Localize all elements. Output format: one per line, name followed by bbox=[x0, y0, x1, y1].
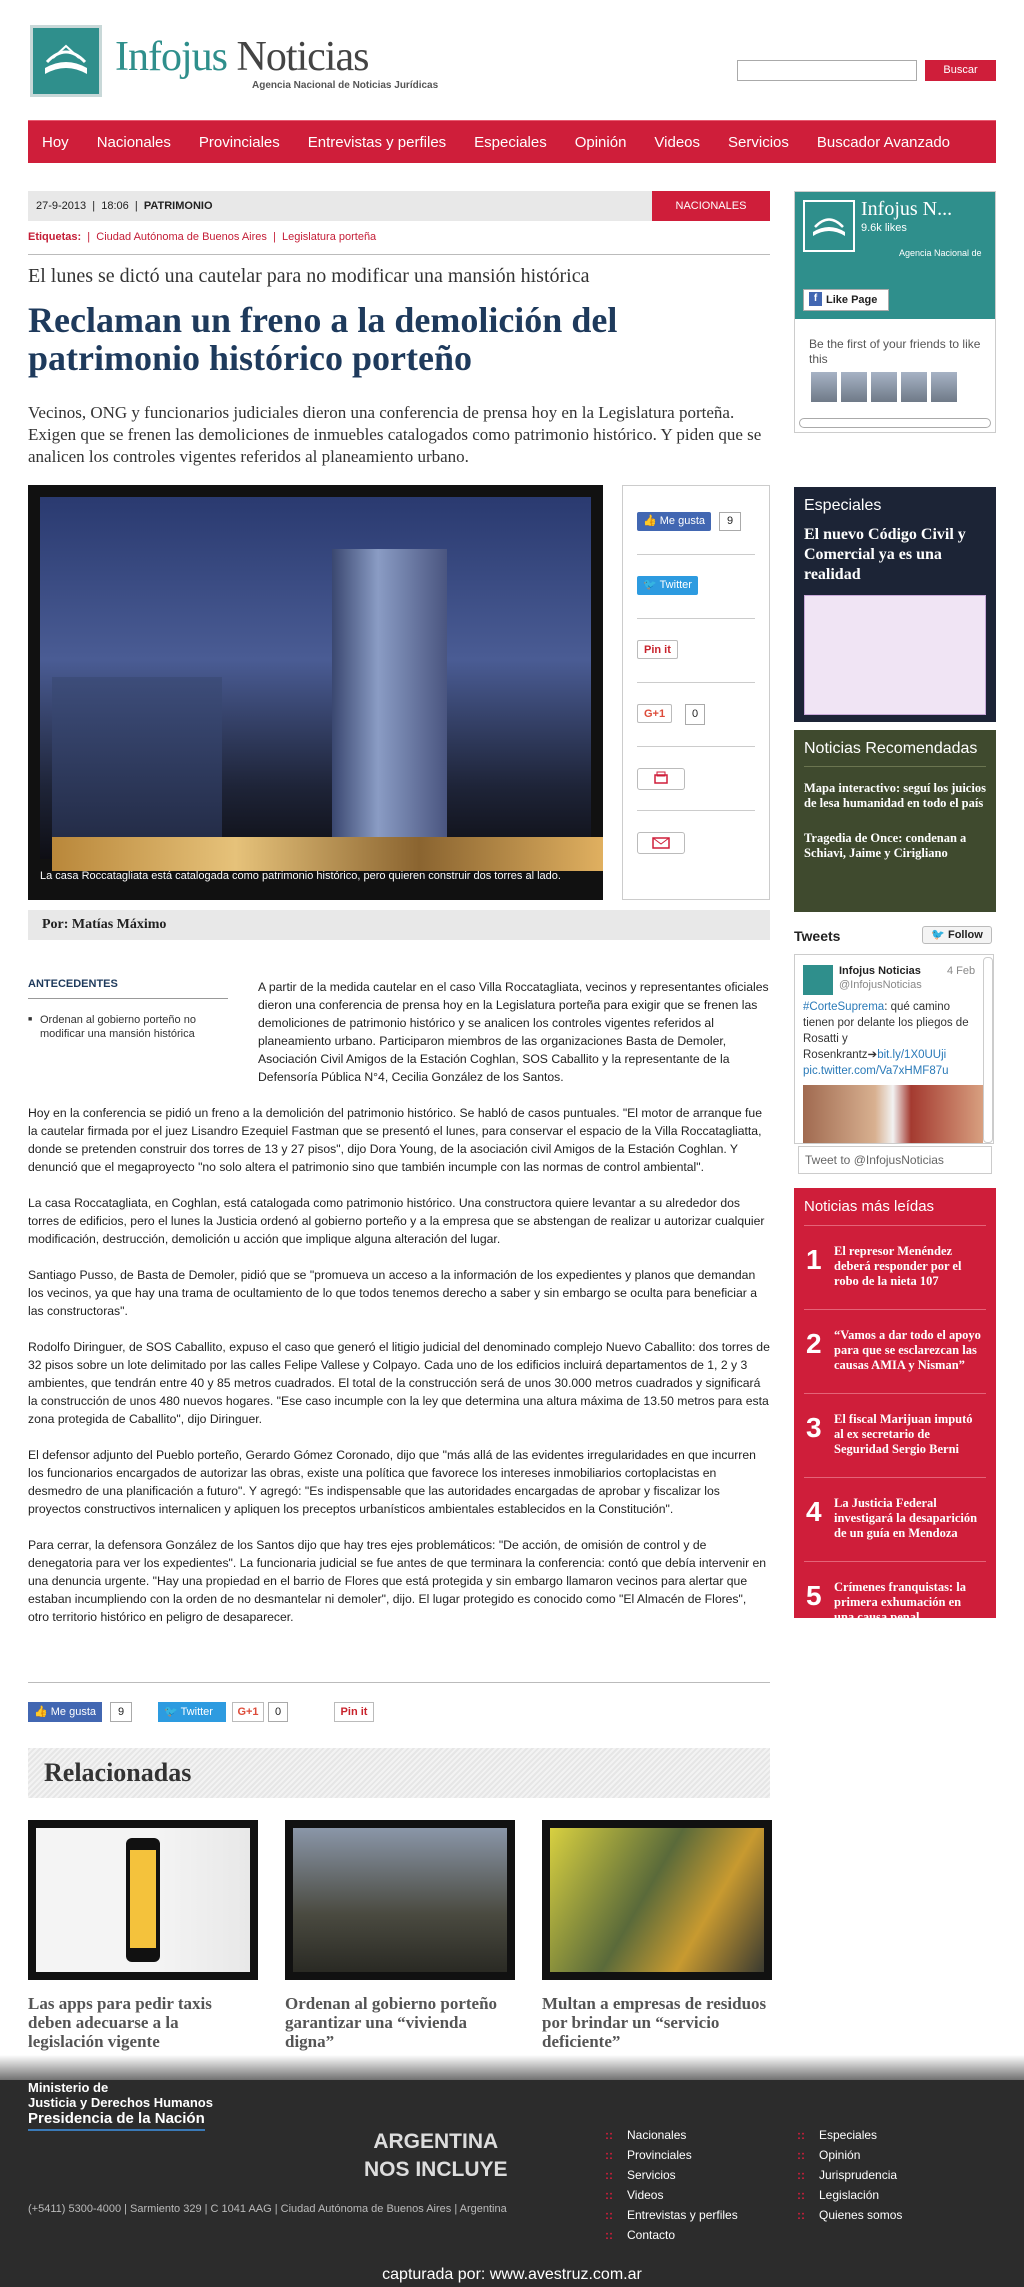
nav-item-entrevistas[interactable]: Entrevistas y perfiles bbox=[307, 133, 447, 151]
ministry-logo[interactable]: Ministerio de Justicia y Derechos Humanos bbox=[28, 2080, 213, 2110]
print-button[interactable] bbox=[637, 768, 685, 790]
related-card[interactable] bbox=[28, 1820, 258, 2051]
print-icon bbox=[638, 769, 684, 789]
photo-image bbox=[40, 497, 591, 859]
facebook-cover bbox=[795, 192, 995, 319]
gplus-button[interactable]: G+1 bbox=[232, 1702, 264, 1722]
friend-avatar[interactable] bbox=[841, 372, 867, 402]
category-button[interactable]: NACIONALES bbox=[652, 191, 770, 221]
capture-credit: capturada por: www.avestruz.com.ar bbox=[382, 2266, 642, 2283]
tweet-timeline[interactable] bbox=[794, 954, 994, 1144]
antecedentes-title: ANTECEDENTES bbox=[28, 978, 228, 999]
logo-book-icon bbox=[30, 25, 102, 97]
nav-item-buscador[interactable]: Buscador Avanzado bbox=[816, 133, 951, 151]
related-headline[interactable]: Ordenan al gobierno porteño garantizar una “vivienda digna” bbox=[285, 1994, 498, 2051]
tweet-date[interactable]: 4 Feb bbox=[947, 965, 976, 977]
tweets-title: Tweets bbox=[794, 928, 841, 944]
facebook-page-name[interactable]: Infojus N... bbox=[861, 198, 953, 220]
gplus-count: 0 bbox=[685, 704, 705, 725]
twitter-bird-icon: 🐦 bbox=[931, 929, 945, 941]
nav-item-provinciales[interactable]: Provinciales bbox=[198, 133, 280, 151]
photo-building-low bbox=[52, 677, 222, 849]
footer-link[interactable]: :: Contacto bbox=[605, 2228, 738, 2248]
facebook-like-button[interactable]: 👍 Me gusta bbox=[28, 1702, 102, 1722]
antecedentes-box bbox=[28, 978, 228, 1041]
tweet-image[interactable] bbox=[803, 1085, 983, 1144]
nav-item-hoy[interactable]: Hoy bbox=[42, 133, 69, 151]
mas-leida-item[interactable]: 4 La Justicia Federal investigará la desaparición de un guía en Mendoza bbox=[804, 1478, 986, 1562]
presidency-logo[interactable]: Presidencia de la Nación bbox=[28, 2110, 205, 2131]
article-title: Reclaman un freno a la demolición del patrimonio histórico porteño bbox=[28, 300, 618, 378]
article-paragraph: El defensor adjunto del Pueblo porteño, Gerardo Gómez Coronado, dijo que "más allá de las evidentes irregularidades en que incurren los funcionarios encargados de autorizar las obras, existe una política que favorece los intereses inmobiliarios cortoplacistas en desmedro de una planificación a futuro". Y agregó: "Es indispensable que las autoridades encargadas de aprobar y fiscalizar los proyectos constructivos internalicen y apliquen los preceptos urbanísticos ambientales establecidos en la Constitución". bbox=[28, 1448, 756, 1516]
search-input[interactable] bbox=[737, 60, 917, 81]
twitter-follow-button[interactable]: 🐦 Follow bbox=[922, 926, 992, 944]
twitter-share-button[interactable]: 🐦 Twitter bbox=[637, 576, 698, 595]
mail-icon bbox=[638, 833, 684, 853]
nav-item-especiales[interactable]: Especiales bbox=[474, 133, 547, 151]
tweet-text: #CorteSuprema: qué camino tienen por delante los pliegos de Rosatti y Rosenkrantz➔bit.ly/1X0UUji pic.twitter.com/Va7xHMF87u bbox=[803, 1001, 969, 1077]
like-count: 9 bbox=[719, 512, 741, 531]
footer-link[interactable]: :: Videos bbox=[605, 2188, 738, 2208]
main-nav bbox=[28, 120, 996, 163]
nav-item-opinion[interactable]: Opinión bbox=[574, 133, 627, 151]
article-paragraph: Para cerrar, la defensora González de los Santos dijo que hay tres ejes problemáticos: "De acción, de omisión de control y de denegatoria para ver los expedientes". La funcionaria judicial se fue antes de que terminara la conferencia: contó que debía intervenir en una denuncia urgente. "Hay una propiedad en el barrio de Flores que está protegida y sin embargo llamaron vecinos para alertar que estaban incumpliendo con la orden de no desmantelar ni demoler", dijo. El lugar protegido es conocido como "El Almacén de Flores", otro territorio histórico en peligro de desaparecer. bbox=[28, 1538, 767, 1624]
facebook-icon: f bbox=[809, 292, 822, 306]
tweet-to-input[interactable]: Tweet to @InfojusNoticias bbox=[798, 1146, 992, 1174]
recomendadas-box bbox=[794, 730, 996, 912]
antecedentes-link[interactable]: ■ Ordenan al gobierno porteño no modificar una mansión histórica bbox=[28, 1013, 228, 1041]
article-time: 18:06 bbox=[101, 200, 129, 212]
article-paragraph: Rodolfo Diringuer, de SOS Caballito, expuso el caso que generó el litigio judicial del denominado complejo Nuevo Caballito: dos torres de 32 pisos sobre un lote delimitado por las calles Felipe Vallese y Colpayo. Cada uno de los edificios incluirá departamentos de 1, 2 y 3 ambientes, que tendrán entre 40 y 85 metros cuadrados. El total de la construcción será de unos 30.000 metros cuadrados y significará la construcción de unos 480 nuevos hogares. "Ese caso incumple con la ley que determina una altura máxima de 13.50 metros para esta zona protegida de Caballito", dijo Diringuer. bbox=[28, 1340, 770, 1426]
especiales-box bbox=[794, 487, 996, 722]
article-meta: 27-9-2013 | 18:06 | PATRIMONIO bbox=[28, 191, 770, 221]
friend-avatar[interactable] bbox=[931, 372, 957, 402]
recomendada-link[interactable]: Tragedia de Once: condenan a Schiavi, Jaime y Cirigliano bbox=[804, 831, 967, 860]
footer-link[interactable]: :: Entrevistas y perfiles bbox=[605, 2208, 738, 2228]
mas-leidas-box bbox=[794, 1188, 996, 1624]
mas-leida-item[interactable]: 5 Crímenes franquistas: la primera exhumación en una causa penal bbox=[806, 1580, 966, 1624]
argentina-slogan: ARGENTINA NOS INCLUYE bbox=[364, 2130, 508, 2181]
recomendadas-title: Noticias Recomendadas bbox=[804, 740, 986, 767]
tweet-handle[interactable]: @InfojusNoticias bbox=[839, 979, 922, 991]
logo-wordmark: Infojus Noticias bbox=[115, 34, 369, 80]
tweet-scrollbar[interactable] bbox=[983, 957, 993, 1143]
facebook-page-avatar bbox=[803, 200, 855, 252]
divider bbox=[637, 682, 755, 683]
footer-link[interactable]: :: Opinión bbox=[797, 2148, 902, 2168]
footer-link[interactable]: :: Jurisprudencia bbox=[797, 2168, 902, 2188]
especiales-title: Especiales bbox=[804, 497, 882, 514]
tweet-author[interactable]: Infojus Noticias bbox=[839, 965, 921, 977]
gplus-button[interactable]: G+1 bbox=[637, 704, 672, 723]
related-header bbox=[28, 1748, 770, 1798]
photo-caption: La casa Roccatagliata está catalogada como patrimonio histórico, pero quieren construir dos torres al lado. bbox=[40, 870, 561, 882]
related-card[interactable] bbox=[542, 1820, 772, 2051]
nav-item-servicios[interactable]: Servicios bbox=[728, 133, 789, 151]
facebook-likes: 9.6k likes bbox=[861, 222, 907, 234]
article-date: 27-9-2013 bbox=[36, 200, 87, 212]
divider bbox=[637, 618, 755, 619]
friend-avatar[interactable] bbox=[811, 372, 837, 402]
footer-link[interactable]: :: Quienes somos bbox=[797, 2208, 902, 2228]
divider bbox=[28, 1682, 770, 1683]
related-headline[interactable]: Multan a empresas de residuos por brindar un “servicio deficiente” bbox=[542, 1994, 767, 2051]
related-headline[interactable]: Las apps para pedir taxis deben adecuarse a la legislación vigente bbox=[28, 1994, 212, 2051]
divider bbox=[637, 746, 755, 747]
article-paragraph: Santiago Pusso, de Basta de Demoler, pidió que se "promueva un acceso a la información de los expedientes y planos que demandan los vecinos, ya que hay una trama de ocultamiento de lo que todos tenemos derecho a saber y sin embargo se oculta para beneficiar a las constructoras". bbox=[28, 1268, 757, 1318]
facebook-like-button[interactable]: 👍 Me gusta bbox=[637, 512, 711, 531]
footer-link[interactable]: :: Especiales bbox=[797, 2128, 902, 2148]
article-author: Por: Matías Máximo bbox=[28, 910, 770, 940]
facebook-friends-text: Be the first of your friends to like this bbox=[809, 337, 981, 366]
article-paragraph: A partir de la medida cautelar en el caso Villa Roccatagliata, vecinos y representantes oficiales dieron una conferencia de prensa hoy en la Legislatura porteña para exigir que se frenen las demoliciones de patrimonio histórico y se analicen los controles vigentes referidos al planeamiento urbano. Participaron miembros de las organizaciones Basta de Demoler, Asociación Civil Amigos de la Estación Coghlan, SOS Caballito y la representante de la Defensoría Pública N°4, Cecilia González de los Santos. bbox=[258, 980, 769, 1084]
facebook-tagline: Agencia Nacional de bbox=[899, 248, 982, 258]
article-kicker: El lunes se dictó una cautelar para no modificar una mansión histórica bbox=[28, 265, 590, 287]
divider bbox=[28, 254, 770, 255]
article-body bbox=[28, 978, 770, 1644]
footer-link[interactable]: :: Legislación bbox=[797, 2188, 902, 2208]
friend-avatar[interactable] bbox=[901, 372, 927, 402]
pinterest-button[interactable]: Pin it bbox=[637, 640, 678, 659]
like-count: 9 bbox=[110, 1702, 132, 1722]
footer bbox=[0, 2080, 1024, 2287]
article-paragraph: La casa Roccatagliata, en Coghlan, está catalogada como patrimonio histórico. Una constructora quiere levantar a su alrededor dos torres de edificios, pero el lunes la Justicia ordenó al gobierno porteño y a la empresa que se abstengan de realizar u autorizar cualquier modificación, destrucción, demolición u acción que implique alguna alteración del lugar. bbox=[28, 1196, 765, 1246]
article-section: PATRIMONIO bbox=[143, 200, 213, 212]
search-button[interactable]: Buscar bbox=[925, 60, 996, 81]
related-thumbnail bbox=[285, 1820, 515, 1980]
recomendada-link[interactable]: Mapa interactivo: seguí los juicios de lesa humanidad en todo el país bbox=[804, 781, 986, 810]
mas-leida-item[interactable]: 3 El fiscal Marijuan imputó al ex secretario de Seguridad Sergio Berni bbox=[804, 1394, 986, 1478]
footer-links-b bbox=[797, 2128, 902, 2228]
nav-item-videos[interactable]: Videos bbox=[654, 133, 701, 151]
twitter-widget bbox=[794, 920, 996, 1182]
footer-links-a bbox=[605, 2128, 738, 2248]
facebook-scrollbar[interactable] bbox=[799, 418, 991, 428]
share-column bbox=[622, 485, 770, 900]
email-button[interactable] bbox=[637, 832, 685, 854]
related-thumbnail bbox=[542, 1820, 772, 1980]
logo-subtitle: Agencia Nacional de Noticias Jurídicas bbox=[252, 80, 439, 91]
footer-link[interactable]: :: Servicios bbox=[605, 2168, 738, 2188]
tags: Etiquetas: | Ciudad Autónoma de Buenos Aires | Legislatura porteña bbox=[28, 231, 377, 243]
related-title: Relacionadas bbox=[44, 1758, 192, 1787]
divider bbox=[637, 554, 755, 555]
footer-link[interactable]: :: Nacionales bbox=[605, 2128, 738, 2148]
tags-label: Etiquetas: bbox=[28, 231, 82, 243]
tag-link[interactable]: Legislatura porteña bbox=[282, 231, 377, 243]
article-photo bbox=[28, 485, 603, 900]
especiales-headline[interactable]: El nuevo Código Civil y Comercial ya es una realidad bbox=[804, 526, 966, 583]
nav-item-nacionales[interactable]: Nacionales bbox=[96, 133, 171, 151]
tag-link[interactable]: Ciudad Autónoma de Buenos Aires bbox=[96, 231, 267, 243]
tweet-avatar[interactable] bbox=[803, 965, 833, 995]
related-thumbnail bbox=[28, 1820, 258, 1980]
facebook-widget bbox=[794, 191, 996, 433]
facebook-like-page-button[interactable]: f Like Page bbox=[803, 289, 889, 311]
article-lead: Vecinos, ONG y funcionarios judiciales dieron una conferencia de prensa hoy en la Legislatura porteña. Exigen que se frenen las demoliciones de inmuebles catalogados como patrimonio histórico. Y piden que se analicen los controles vigentes referidos al planeamiento urbano. bbox=[28, 403, 762, 466]
pinterest-button[interactable]: Pin it bbox=[334, 1702, 374, 1722]
friend-avatar[interactable] bbox=[871, 372, 897, 402]
especiales-image[interactable] bbox=[804, 595, 986, 715]
footer-link[interactable]: :: Provinciales bbox=[605, 2148, 738, 2168]
photo-street-lights bbox=[52, 837, 603, 871]
site-logo[interactable] bbox=[30, 25, 439, 97]
twitter-share-button[interactable]: 🐦 Twitter bbox=[158, 1702, 226, 1722]
mas-leida-item[interactable]: 2 “Vamos a dar todo el apoyo para que se esclarezcan las causas AMIA y Nisman” bbox=[804, 1310, 986, 1394]
mas-leidas-title: Noticias más leídas bbox=[804, 1198, 986, 1226]
article-paragraph: Hoy en la conferencia se pidió un freno a la demolición del patrimonio histórico. Se habló de casos puntuales. "El motor de arranque fue la cautelar firmada por el juez Lisandro Ezequiel Fastman que se presentó el lunes, para conservar el espacio de la Villa Roccatagliatta, donde se pretenden construir dos torres de 13 y 27 pisos", dijo Dora Young, de la asociación civil Amigos de la Estación Coghlan. Y denunció que el megaproyecto "no solo altera el patrimonio sino que también incumple con las normas de control ambiental". bbox=[28, 1106, 762, 1174]
photo-building-tower bbox=[332, 549, 447, 849]
related-card[interactable] bbox=[285, 1820, 515, 2051]
divider bbox=[637, 810, 755, 811]
gplus-count: 0 bbox=[268, 1702, 288, 1722]
footer-address: (+5411) 5300-4000 | Sarmiento 329 | C 1041 AAG | Ciudad Autónoma de Buenos Aires | Argentina bbox=[28, 2203, 507, 2215]
mas-leida-item[interactable]: 1 El represor Menéndez deberá responder por el robo de la nieta 107 bbox=[804, 1226, 986, 1310]
